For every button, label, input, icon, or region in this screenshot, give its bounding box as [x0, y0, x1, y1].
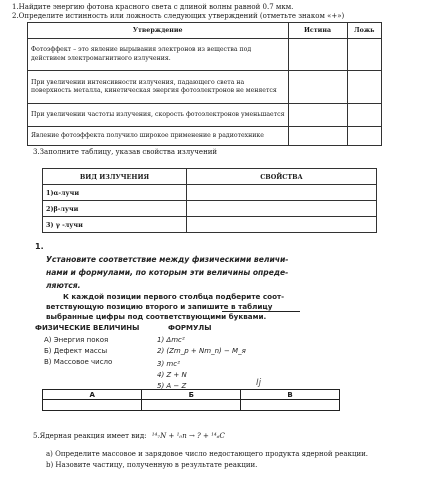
formulas-title: ФОРМУЛЫ: [168, 324, 212, 332]
answer-row: [43, 400, 340, 411]
quantity-item: В) Массовое число: [44, 358, 113, 366]
header-radiation-type: ВИД ИЗЛУЧЕНИЯ: [43, 169, 187, 185]
intro-line: ляются.: [46, 281, 81, 290]
question-5b: b) Назовите частицу, полученную в результате реакции.: [46, 461, 258, 469]
quantity-item: Б) Дефект массы: [44, 347, 108, 355]
instruction-line: ветствующую позицию второго и запишите в таблицу: [46, 302, 273, 311]
formula-item: 2) (Zm_p + Nm_n) − M_я: [157, 347, 246, 355]
question-5: [33, 432, 225, 440]
table-row: [43, 185, 377, 201]
false-cell[interactable]: [347, 127, 381, 146]
statement-text: Явление фотоэффекта получило широкое применение в радиотехнике: [28, 127, 289, 146]
table-row: [43, 217, 377, 233]
question-2: 2.Определите истинность или ложность следующих утверждений (отметьте знаком «+»): [12, 12, 345, 20]
answer-header-a: А: [43, 390, 142, 400]
radiation-type: 3) γ -лучи: [43, 217, 187, 233]
false-cell[interactable]: [347, 39, 381, 71]
formula-item: 1) Δmc²: [157, 336, 185, 344]
table-row: [28, 104, 382, 127]
false-cell[interactable]: [347, 104, 381, 127]
answer-cell[interactable]: [142, 400, 241, 411]
task-number: 1.: [35, 242, 44, 251]
statement-text: При увеличении частоты излучения, скорость фотоэлектронов уменьшается: [28, 104, 289, 127]
header-false: Ложь: [347, 23, 381, 39]
properties-cell[interactable]: [187, 185, 377, 201]
truth-table: [27, 22, 382, 146]
table-row: [28, 127, 382, 146]
formula-item: 5) A − Z: [157, 382, 187, 390]
true-cell[interactable]: [288, 104, 347, 127]
true-cell[interactable]: [288, 71, 347, 104]
answer-cell[interactable]: [241, 400, 340, 411]
question-3: 3.Заполните таблицу, указав свойства излучений: [33, 148, 218, 156]
answer-header-b: Б: [142, 390, 241, 400]
answer-cell[interactable]: [43, 400, 142, 411]
answer-header-v: В: [241, 390, 340, 400]
header-true: Истина: [288, 23, 347, 39]
radiation-table: [42, 168, 377, 233]
reaction-equation: ¹⁴₇N + ¹₀n → ? + ¹⁴₆C: [151, 432, 225, 440]
intro-line: Установите соответствие между физическими величи-: [46, 255, 289, 264]
properties-cell[interactable]: [187, 201, 377, 217]
statement-text: Фотоэффект – это явление вырывания электронов из вещества под действием электромагнитного излучения.: [28, 39, 289, 71]
question-5a: a) Определите массовое и зарядовое число недостающего продукта ядерной реакции.: [46, 450, 369, 458]
answer-table: [42, 389, 340, 411]
true-cell[interactable]: [288, 39, 347, 71]
instruction-line: К каждой позиции первого столбца подберите соот-: [63, 292, 285, 301]
header-statement: Утверждение: [28, 23, 289, 39]
radiation-type: 1)α-лучи: [43, 185, 187, 201]
question-5-text: 5.Ядерная реакция имеет вид:: [33, 432, 147, 440]
true-cell[interactable]: [288, 127, 347, 146]
formula-item: 4) Z + N: [157, 371, 187, 379]
header-properties: СВОЙСТВА: [187, 169, 377, 185]
table-row: [28, 71, 382, 104]
quantities-title: ФИЗИЧЕСКИЕ ВЕЛИЧИНЫ: [35, 324, 140, 332]
statement-text: При увеличении интенсивности излучения, падающего света на поверхность металла, кинетическая энергия фотоэлектронов не меняется: [28, 71, 289, 104]
formula-item: 3) mc²: [157, 360, 180, 368]
table-row: [43, 201, 377, 217]
handwritten-mark: Ij: [256, 378, 262, 388]
properties-cell[interactable]: [187, 217, 377, 233]
instruction-line: выбранные цифры под соответствующими буквами.: [46, 312, 267, 321]
intro-line: нами и формулами, по которым эти величины опреде-: [46, 268, 289, 277]
table-row: [28, 39, 382, 71]
quantity-item: А) Энергия покоя: [44, 336, 109, 344]
radiation-type: 2)β-лучи: [43, 201, 187, 217]
false-cell[interactable]: [347, 71, 381, 104]
question-1: 1.Найдите энергию фотона красного света с длиной волны равной 0.7 мкм.: [12, 3, 294, 11]
